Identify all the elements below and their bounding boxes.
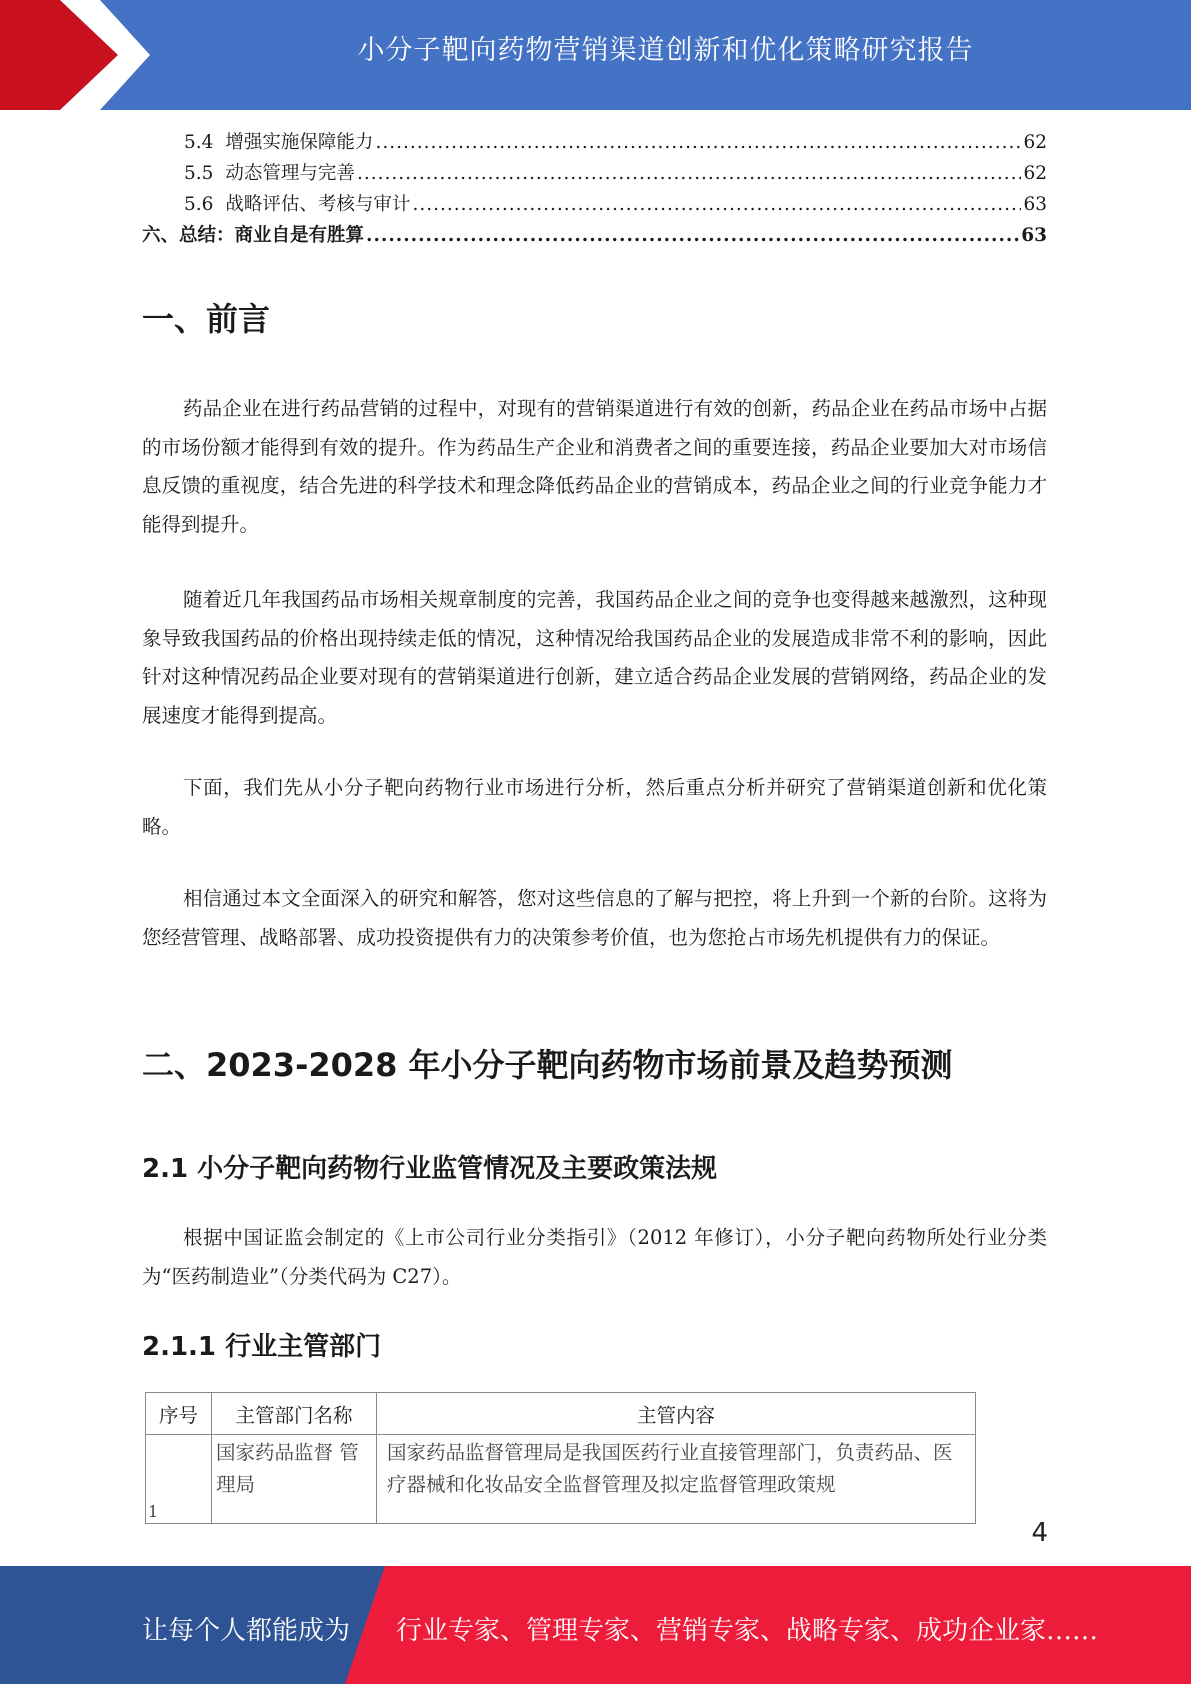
page-number: 4 [1031,1518,1048,1548]
toc-leader-dots [366,225,1019,246]
table-row [146,1435,976,1524]
table-of-contents [142,128,1047,252]
toc-entry-number: 5.5 [184,163,214,184]
toc-entry-page: 63 [1023,194,1047,215]
toc-entry[interactable] [142,128,1047,159]
toc-leader-dots [357,163,1022,184]
toc-leader-dots [412,194,1021,215]
page-footer [0,1566,1191,1684]
table-cell-number: 1 [146,1435,212,1524]
paragraph: 药品企业在进行药品营销的过程中，对现有的营销渠道进行有效的创新，药品企业在药品市场中占据的市场份额才能得到有效的提升。作为药品生产企业和消费者之间的重要连接，药品企业要加大对市场信息反馈的重视度，结合先进的科学技术和理念降低药品企业的营销成本，药品企业之间的行业竞争能力才能得到提升。 [142,397,1047,536]
toc-entry-page: 62 [1023,132,1047,153]
toc-entry-label: 增强实施保障能力 [225,132,374,153]
paragraph: 下面，我们先从小分子靶向药物行业市场进行分析，然后重点分析并研究了营销渠道创新和优化策略。 [142,776,1047,838]
departments-table [145,1392,976,1524]
table-header-row [146,1393,976,1435]
table-header-cell: 主管部门名称 [212,1393,377,1435]
paragraph: 随着近几年我国药品市场相关规章制度的完善，我国药品企业之间的竞争也变得越来越激烈，这种现象导致我国药品的价格出现持续走低的情况，这种情况给我国药品企业的发展造成非常不利的影响，因此针对这种情况药品企业要对现有的营销渠道进行创新，建立适合药品企业发展的营销网络，药品企业的发展速度才能得到提高。 [142,588,1047,727]
toc-entry-number: 5.6 [184,194,214,215]
toc-entry-page: 63 [1021,225,1047,246]
subsection-heading: 2.1 小分子靶向药物行业监管情况及主要政策法规 [142,1154,718,1184]
table-cell-content: 国家药品监督管理局是我国医药行业直接管理部门，负责药品、医疗器械和化妆品安全监督管理及拟定监督管理政策规 [377,1435,976,1524]
page-header [0,0,1191,110]
toc-entry[interactable] [142,159,1047,190]
footer-slogan-left: 让每个人都能成为 [142,1616,351,1646]
toc-leader-dots [375,132,1021,153]
header-title: 小分子靶向药物营销渠道创新和优化策略研究报告 [357,35,974,66]
toc-entry[interactable] [142,190,1047,221]
toc-entry-label: 战略评估、考核与审计 [225,194,411,215]
toc-entry[interactable] [142,221,1047,252]
footer-slogan-right: 行业专家、管理专家、营销专家、战略专家、成功企业家…… [396,1616,1099,1646]
table-cell-department: 国家药品监督 管理局 [212,1435,377,1524]
table-header-cell: 序号 [146,1393,212,1435]
table-header-cell: 主管内容 [377,1393,976,1435]
toc-entry-page: 62 [1023,163,1047,184]
toc-entry-label: 六、总结：商业自是有胜算 [142,225,365,246]
section-heading: 一、前言 [142,300,271,338]
paragraph: 根据中国证监会制定的《上市公司行业分类指引》（2012 年修订），小分子靶向药物所处行业分类为“医药制造业”（分类代码为 C27）。 [142,1226,1047,1288]
toc-entry-number: 5.4 [184,132,214,153]
section-heading: 二、2023-2028 年小分子靶向药物市场前景及趋势预测 [142,1046,953,1084]
toc-entry-label: 动态管理与完善 [225,163,355,184]
paragraph: 相信通过本文全面深入的研究和解答，您对这些信息的了解与把控，将上升到一个新的台阶。这将为您经营管理、战略部署、成功投资提供有力的决策参考价值，也为您抢占市场先机提供有力的保证。 [142,887,1047,949]
subsubsection-heading: 2.1.1 行业主管部门 [142,1332,382,1362]
